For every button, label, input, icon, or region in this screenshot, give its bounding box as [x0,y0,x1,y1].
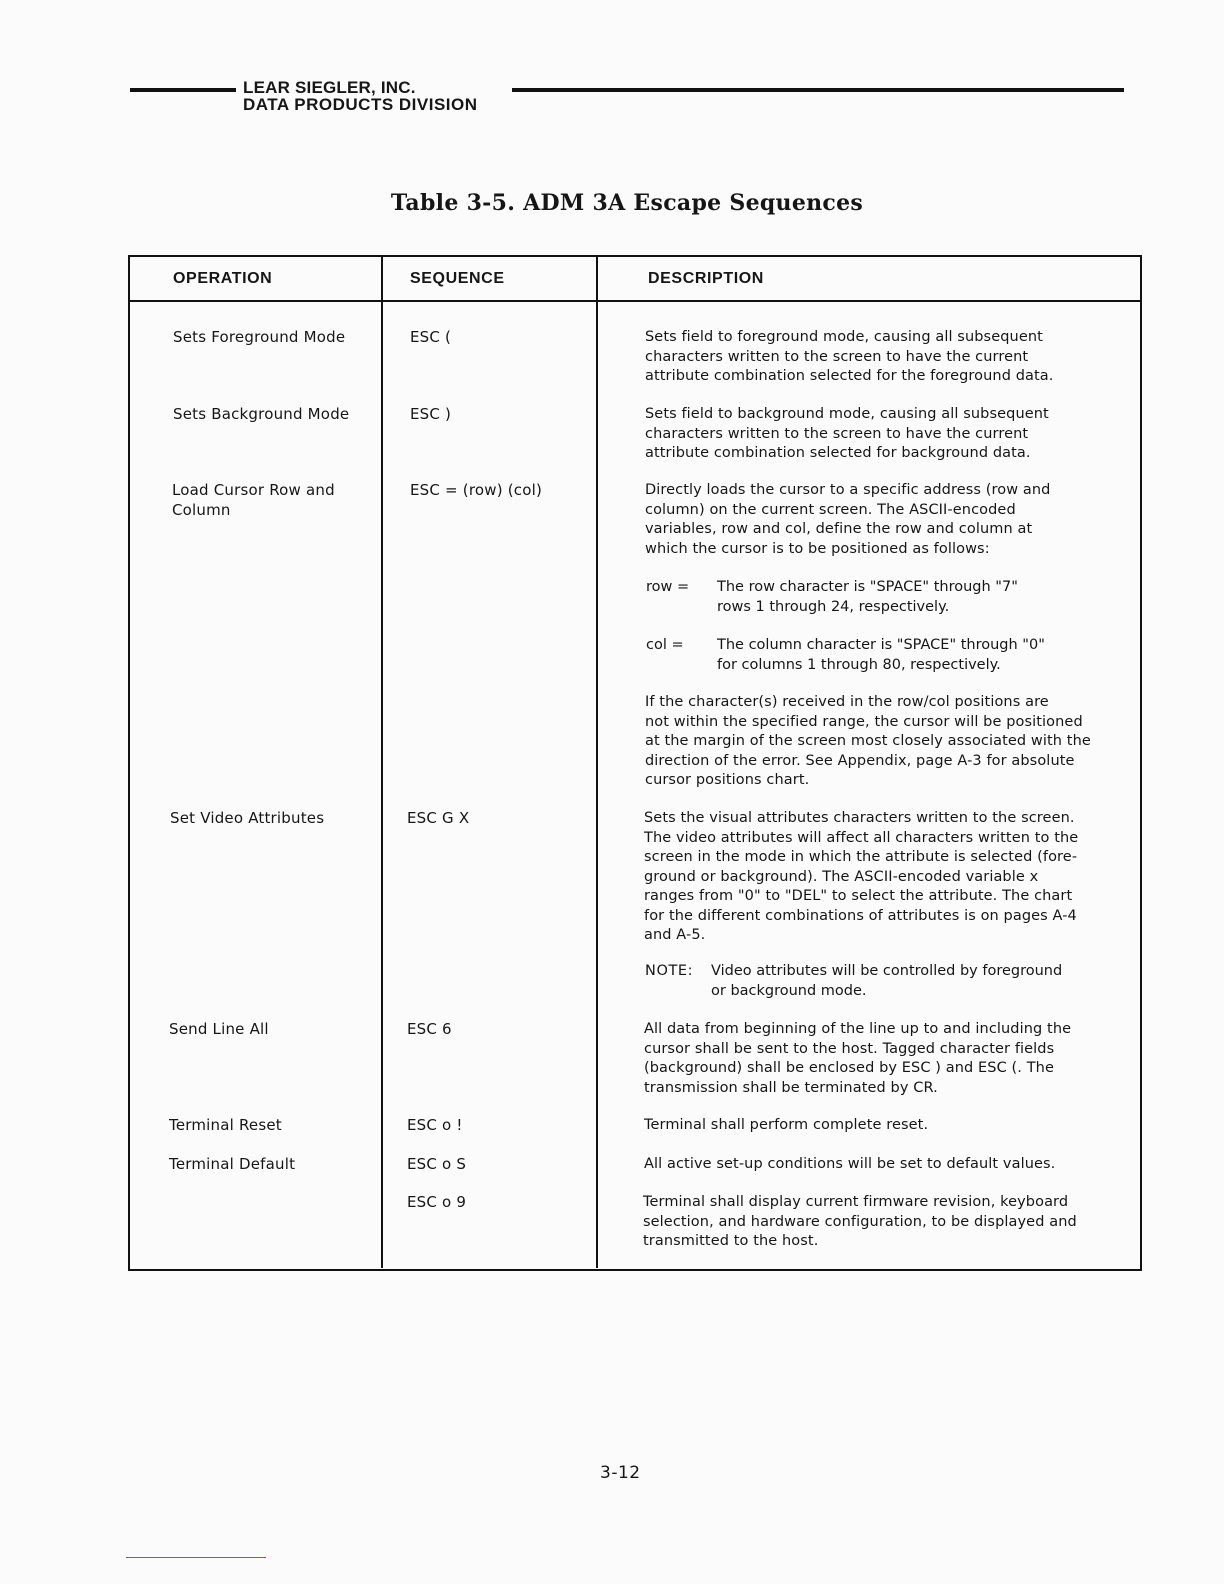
row-param-label: row = [646,579,690,595]
row-description: All active set-up conditions will be set to default values. [644,1156,1056,1172]
row-description: Sets field to background mode, causing all subsequent characters written to the screen to have the current attribute combination selected for background data. [645,406,1049,461]
note-label: NOTE: [645,963,694,979]
row-sequence: ESC G X [407,809,470,827]
row-description: Terminal shall perform complete reset. [644,1117,929,1133]
row-operation: Set Video Attributes [170,809,325,827]
row-description: All data from beginning of the line up to and including the cursor shall be sent to the host. Tagged character fields (background) shall be enclosed by ESC ) and ESC (. The transmission shall be terminated by CR. [644,1021,1072,1096]
row-sequence: ESC o S [407,1155,467,1173]
footer-rule [126,1557,266,1558]
row-operation: Terminal Reset [169,1116,282,1134]
header-rule-right [512,88,1124,92]
note-text: Video attributes will be controlled by foreground or background mode. [711,963,1063,999]
row-description: Sets the visual attributes characters written to the screen. The video attributes will affect all characters written to the screen in the mode in which the attribute is selected (fore- ground or background). The ASCII-encoded variable x ranges from "0" to "DEL" to select the attribute. The chart for the different combinations of attributes is on pages A-4 and A-5. [644,810,1079,943]
column-header-operation: OPERATION [173,270,273,287]
header-rule-left [130,88,236,92]
col-param-text: The column character is "SPACE" through "0" for columns 1 through 80, respectively. [717,637,1045,673]
table-title: Table 3-5. ADM 3A Escape Sequences [390,190,864,216]
row-sequence: ESC ( [410,328,452,346]
row-operation: Sets Foreground Mode [173,328,346,346]
column-divider-2 [596,256,598,1268]
col-param-label: col = [646,637,684,653]
row-sequence: ESC = (row) (col) [410,481,543,499]
company-name: LEAR SIEGLER, INC. [243,78,416,97]
column-header-sequence: SEQUENCE [410,270,505,287]
page-number: 3-12 [600,1463,641,1483]
row-description: Terminal shall display current firmware revision, keyboard selection, and hardware configuration, to be displayed and transmitted to the host. [643,1194,1077,1249]
division-name: DATA PRODUCTS DIVISION [243,95,478,114]
row-operation: Send Line All [169,1020,269,1038]
column-divider-1 [381,256,383,1268]
row-operation: Load Cursor Row and Column [172,481,335,519]
row-param-text: The row character is "SPACE" through "7" rows 1 through 24, respectively. [717,579,1018,615]
row-operation: Terminal Default [169,1155,296,1173]
column-header-description: DESCRIPTION [648,270,764,287]
row-operation: Sets Background Mode [173,405,350,423]
row-sequence: ESC o ! [407,1116,463,1134]
row-description: Directly loads the cursor to a specific address (row and column) on the current screen. The ASCII-encoded variables, row and col, define the row and column at which the cursor is to be positioned as follows: [645,482,1051,557]
row-sequence: ESC 6 [407,1020,452,1038]
table-header-divider [128,300,1141,302]
row-sequence: ESC ) [410,405,452,423]
row-sequence: ESC o 9 [407,1193,467,1211]
row-description-extra: If the character(s) received in the row/col positions are not within the specified range, the cursor will be positioned at the margin of the screen most closely associated with the direction of the error. See Appendix, page A-3 for absolute cursor positions chart. [645,694,1091,788]
row-description: Sets field to foreground mode, causing all subsequent characters written to the screen to have the current attribute combination selected for the foreground data. [645,329,1054,384]
